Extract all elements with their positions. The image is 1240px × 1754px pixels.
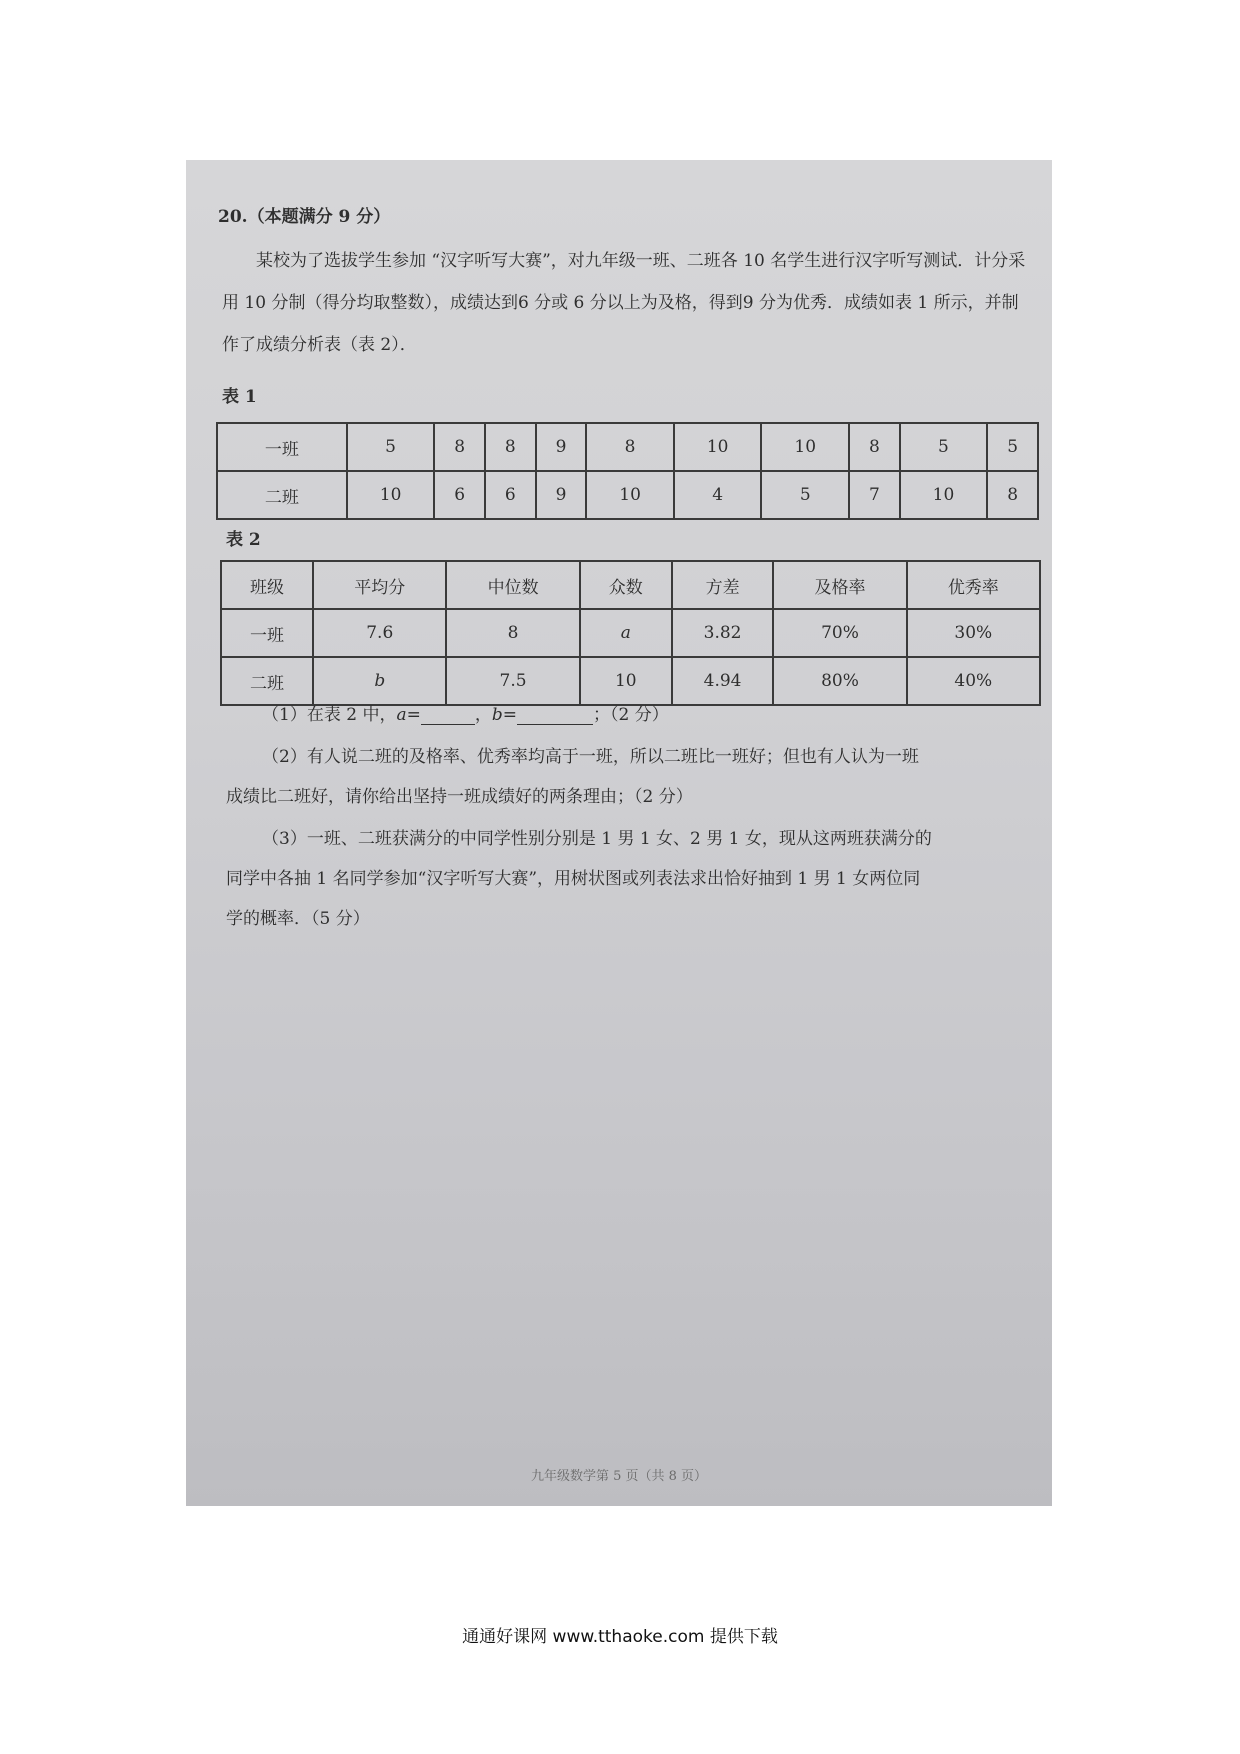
analysis-cell: 7.5 xyxy=(446,657,579,705)
score-cell: 8 xyxy=(849,423,900,471)
analysis-header-cell: 优秀率 xyxy=(907,561,1040,609)
question-title: 20.（本题满分 9 分） xyxy=(218,207,391,227)
score-cell: 8 xyxy=(987,471,1038,519)
scores-row xyxy=(217,471,1038,519)
intro-text: 某校为了选拔学生参加 “汉字听写大赛”，对九年级一班、二班各 10 名学生进行汉字听写测试．计分采用 10 分制（得分均取整数），成绩达到6 分或 6 分以上为及格，得到9 分为优秀．成绩如表 1 所示，并制作了成绩分析表（表 2）． xyxy=(222,251,1026,355)
subquestion-2-line2: 成绩比二班好，请你给出坚持一班成绩好的两条理由；（2 分） xyxy=(226,787,693,807)
score-cell: 5 xyxy=(347,423,435,471)
page-footer: 九年级数学第 5 页（共 8 页） xyxy=(530,1469,708,1484)
score-cell: 10 xyxy=(586,471,674,519)
q1-a-label: a= xyxy=(396,705,421,725)
score-cell: 7 xyxy=(849,471,900,519)
analysis-table-body xyxy=(221,609,1040,705)
analysis-header-cell: 班级 xyxy=(221,561,313,609)
class-name-cell: 二班 xyxy=(217,471,347,519)
q1-prefix: （1）在表 2 中， xyxy=(262,705,397,725)
subquestion-3-line1: （3）一班、二班获满分的中同学性别分别是 1 男 1 女、2 男 1 女，现从这两班获满分的 xyxy=(262,829,932,849)
scores-row xyxy=(217,423,1038,471)
analysis-header-cell: 方差 xyxy=(672,561,773,609)
q1-a-blank[interactable] xyxy=(421,724,475,725)
score-cell: 5 xyxy=(987,423,1038,471)
score-cell: 9 xyxy=(536,471,587,519)
analysis-cell: 4.94 xyxy=(672,657,773,705)
analysis-header-cell: 中位数 xyxy=(446,561,579,609)
scores-table-body xyxy=(217,423,1038,519)
q1-b-label: b= xyxy=(491,705,517,725)
analysis-header-cell: 平均分 xyxy=(313,561,446,609)
score-cell: 6 xyxy=(485,471,536,519)
table1-label: 表 1 xyxy=(222,387,257,407)
score-cell: 10 xyxy=(674,423,762,471)
score-cell: 10 xyxy=(347,471,435,519)
download-watermark: 通通好课网 www.tthaoke.com 提供下载 xyxy=(462,1627,778,1647)
score-cell: 9 xyxy=(536,423,587,471)
score-cell: 4 xyxy=(674,471,762,519)
exam-page-photo xyxy=(186,160,1052,1506)
analysis-row xyxy=(221,609,1040,657)
analysis-header-row xyxy=(221,561,1040,609)
scores-table xyxy=(216,422,1039,520)
question-intro xyxy=(222,240,1027,366)
subquestion-1 xyxy=(262,700,669,725)
score-cell: 10 xyxy=(900,471,988,519)
score-cell: 10 xyxy=(761,423,849,471)
analysis-cell: 40% xyxy=(907,657,1040,705)
analysis-cell: b xyxy=(313,657,446,705)
class-name-cell: 一班 xyxy=(217,423,347,471)
score-cell: 8 xyxy=(434,423,485,471)
analysis-cell: a xyxy=(580,609,672,657)
q1-suffix: ；（2 分） xyxy=(592,705,669,725)
analysis-header-cell: 及格率 xyxy=(773,561,906,609)
q1-b-blank[interactable] xyxy=(517,724,593,725)
analysis-cell: 80% xyxy=(773,657,906,705)
analysis-cell: 8 xyxy=(446,609,579,657)
analysis-cell: 一班 xyxy=(221,609,313,657)
subquestion-3-line2: 同学中各抽 1 名同学参加“汉字听写大赛”，用树状图或列表法求出恰好抽到 1 男 1 女两位同 xyxy=(226,869,921,889)
analysis-cell: 3.82 xyxy=(672,609,773,657)
subquestion-3-line3: 学的概率．（5 分） xyxy=(226,909,370,929)
analysis-cell: 二班 xyxy=(221,657,313,705)
analysis-cell: 30% xyxy=(907,609,1040,657)
analysis-cell: 70% xyxy=(773,609,906,657)
analysis-header-cell: 众数 xyxy=(580,561,672,609)
analysis-table xyxy=(220,560,1041,706)
score-cell: 5 xyxy=(900,423,988,471)
analysis-cell: 10 xyxy=(580,657,672,705)
score-cell: 5 xyxy=(761,471,849,519)
score-cell: 6 xyxy=(434,471,485,519)
analysis-cell: 7.6 xyxy=(313,609,446,657)
table2-label: 表 2 xyxy=(226,530,261,550)
analysis-row xyxy=(221,657,1040,705)
score-cell: 8 xyxy=(485,423,536,471)
q1-sep: ， xyxy=(474,705,492,725)
score-cell: 8 xyxy=(586,423,674,471)
subquestion-2-line1: （2）有人说二班的及格率、优秀率均高于一班，所以二班比一班好；但也有人认为一班 xyxy=(262,747,919,767)
